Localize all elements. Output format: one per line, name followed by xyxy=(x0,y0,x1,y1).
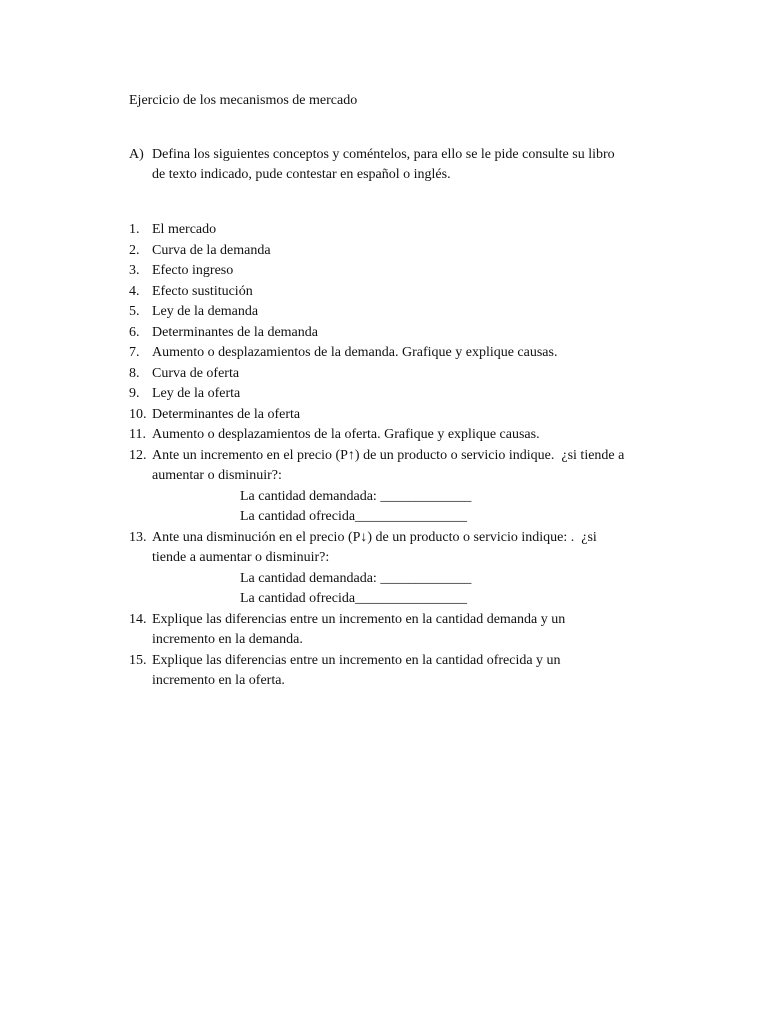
section-a-text-line: de texto indicado, pude contestar en español o inglés. xyxy=(152,167,451,182)
list-item-number: 13. xyxy=(129,529,147,545)
list-item-text: Ley de la oferta xyxy=(152,386,241,401)
answer-blank-line: La cantidad demandada: _____________ xyxy=(240,488,472,504)
answer-blank-line: La cantidad ofrecida________________ xyxy=(240,509,468,524)
list-item-text: Ley de la demanda xyxy=(152,304,259,319)
list-item-number: 2. xyxy=(129,242,140,258)
list-item-text: Ante una disminución en el precio (P↓) de un producto o servicio indique: . ¿si xyxy=(152,529,597,545)
list-item-number: 10. xyxy=(129,406,147,422)
list-item-text: Determinantes de la oferta xyxy=(152,406,301,422)
list-item-number: 11. xyxy=(129,427,146,442)
list-item-text: Explique las diferencias entre un incremento en la cantidad demanda y un xyxy=(152,611,566,627)
list-item-text: Explique las diferencias entre un incremento en la cantidad ofrecida y un xyxy=(152,652,561,668)
section-a-label: A) xyxy=(129,147,144,162)
list-item-number: 4. xyxy=(129,283,140,299)
list-item-text: El mercado xyxy=(152,222,217,237)
list-item-text: Curva de la demanda xyxy=(152,242,271,258)
answer-blank-line: La cantidad ofrecida________________ xyxy=(240,591,468,606)
section-a-text-line: Defina los siguientes conceptos y coméntelos, para ello se le pide consulte su libro xyxy=(152,147,615,162)
document-title: Ejercicio de los mecanismos de mercado xyxy=(129,93,358,108)
list-item-text: Efecto sustitución xyxy=(152,283,253,299)
list-item-number: 15. xyxy=(129,652,147,668)
list-item-number: 5. xyxy=(129,304,140,319)
list-item-text: Ante un incremento en el precio (P↑) de un producto o servicio indique. ¿si tiende a xyxy=(152,447,625,463)
list-item-number: 8. xyxy=(129,365,140,381)
list-item-text: incremento en la demanda. xyxy=(152,632,303,647)
list-item-text: Aumento o desplazamientos de la oferta. Grafique y explique causas. xyxy=(152,427,540,442)
list-item-number: 12. xyxy=(129,447,147,463)
answer-blank-line: La cantidad demandada: _____________ xyxy=(240,570,472,586)
list-item-number: 6. xyxy=(129,324,140,340)
list-item-text: Aumento o desplazamientos de la demanda. Grafique y explique causas. xyxy=(152,345,558,360)
list-item-text: tiende a aumentar o disminuir?: xyxy=(152,550,330,565)
list-item-text: aumentar o disminuir?: xyxy=(152,468,282,483)
list-item-text: Efecto ingreso xyxy=(152,263,234,278)
list-item-text: incremento en la oferta. xyxy=(152,673,285,688)
list-item-text: Determinantes de la demanda xyxy=(152,324,318,340)
list-item-number: 7. xyxy=(129,345,140,360)
list-item-number: 1. xyxy=(129,222,140,237)
list-item-number: 14. xyxy=(129,611,147,627)
list-item-number: 3. xyxy=(129,263,140,278)
list-item-text: Curva de oferta xyxy=(152,365,240,381)
list-item-number: 9. xyxy=(129,386,140,401)
